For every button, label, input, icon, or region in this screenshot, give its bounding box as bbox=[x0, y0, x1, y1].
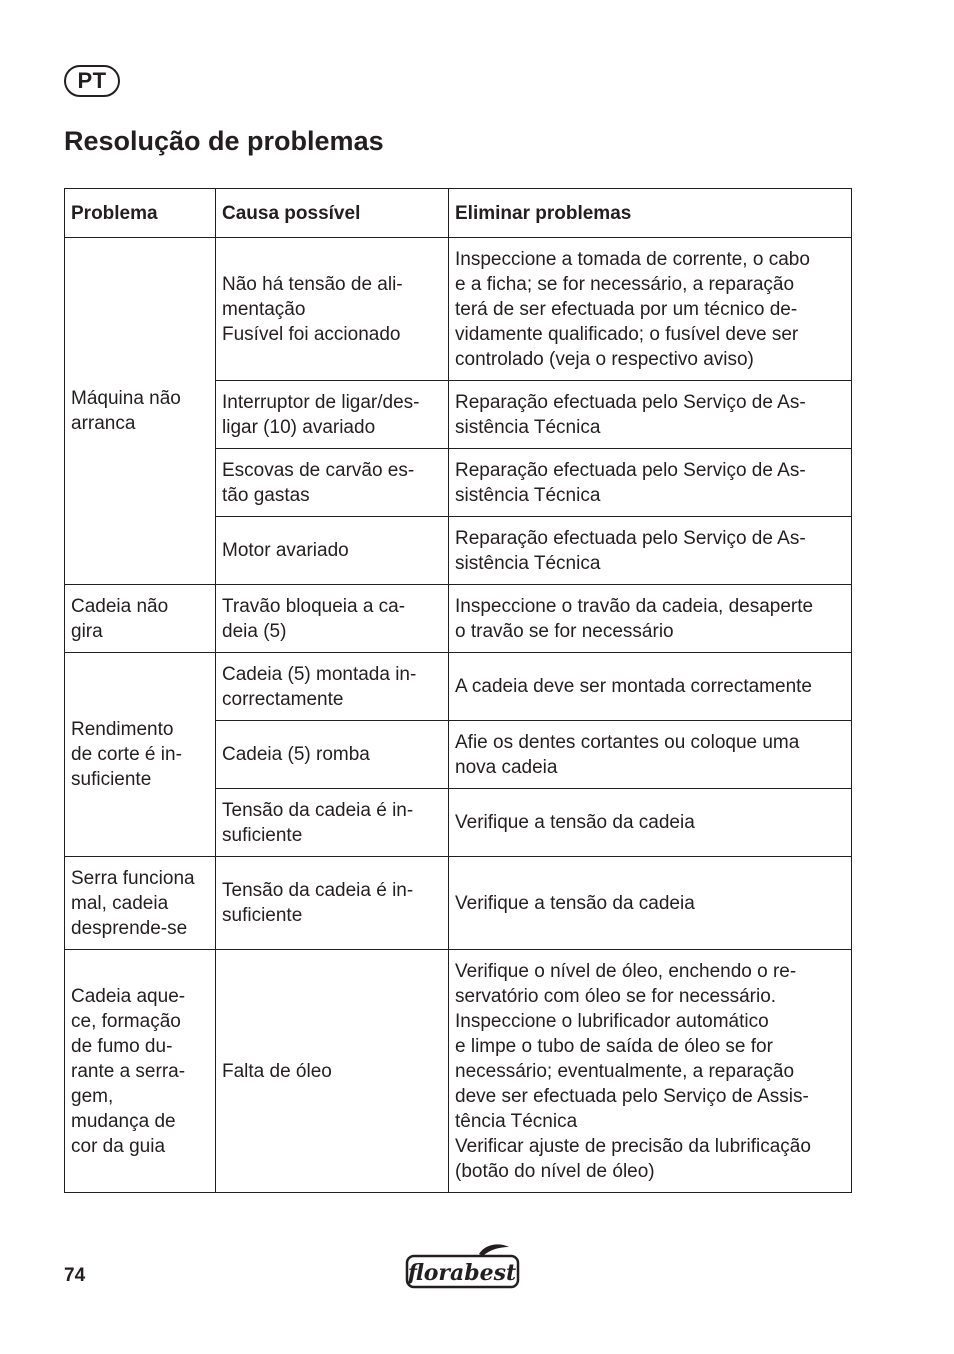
cause-cell: Travão bloqueia a ca- deia (5) bbox=[216, 585, 449, 653]
language-code: PT bbox=[77, 68, 107, 93]
problem-cell: Rendimento de corte é in- suficiente bbox=[65, 653, 216, 857]
remedy-cell: Inspeccione a tomada de corrente, o cabo e a ficha; se for necessário, a reparação terá de ser efectuada por um técnico de- vidamente qualificado; o fusível deve ser controlado (veja o respectivo aviso) bbox=[449, 238, 852, 381]
cause-cell: Interruptor de ligar/des- ligar (10) avariado bbox=[216, 381, 449, 449]
table-row bbox=[65, 238, 852, 381]
cause-cell: Cadeia (5) montada in- correctamente bbox=[216, 653, 449, 721]
remedy-cell: Reparação efectuada pelo Serviço de As- sistência Técnica bbox=[449, 517, 852, 585]
cause-cell: Motor avariado bbox=[216, 517, 449, 585]
remedy-cell: Verifique o nível de óleo, enchendo o re- servatório com óleo se for necessário. Inspeccione o lubrificador automático e limpe o tubo de saída de óleo se for necessário; eventualmente, a reparação deve ser efectuada pelo Serviço de Assis- tência Técnica Verificar ajuste de precisão da lubrificação (botão do nível de óleo) bbox=[449, 950, 852, 1193]
column-header-remedy: Eliminar problemas bbox=[449, 189, 852, 238]
cause-cell: Falta de óleo bbox=[216, 950, 449, 1193]
brand-wordmark: florabest bbox=[407, 1260, 517, 1286]
problem-cell: Cadeia não gira bbox=[65, 585, 216, 653]
problem-cell: Cadeia aque- ce, formação de fumo du- rante a serra- gem, mudança de cor da guia bbox=[65, 950, 216, 1193]
column-header-problem: Problema bbox=[65, 189, 216, 238]
table-row bbox=[65, 857, 852, 950]
page-title: Resolução de problemas bbox=[64, 126, 384, 156]
remedy-cell: Inspeccione o travão da cadeia, desaperte o travão se for necessário bbox=[449, 585, 852, 653]
table-row bbox=[65, 585, 852, 653]
remedy-cell: Verifique a tensão da cadeia bbox=[449, 789, 852, 857]
cause-cell: Escovas de carvão es- tão gastas bbox=[216, 449, 449, 517]
problem-cell: Máquina não arranca bbox=[65, 238, 216, 585]
page-number: 74 bbox=[64, 1265, 86, 1286]
cause-cell: Tensão da cadeia é in- suficiente bbox=[216, 857, 449, 950]
table-row bbox=[65, 653, 852, 721]
language-badge bbox=[64, 65, 120, 97]
table-row bbox=[65, 950, 852, 1193]
remedy-cell: Afie os dentes cortantes ou coloque uma nova cadeia bbox=[449, 721, 852, 789]
troubleshooting-table bbox=[64, 188, 852, 1193]
remedy-cell: Reparação efectuada pelo Serviço de As- sistência Técnica bbox=[449, 381, 852, 449]
cause-cell: Cadeia (5) romba bbox=[216, 721, 449, 789]
table-header-row bbox=[65, 189, 852, 238]
cause-cell: Tensão da cadeia é in- suficiente bbox=[216, 789, 449, 857]
remedy-cell: Reparação efectuada pelo Serviço de As- sistência Técnica bbox=[449, 449, 852, 517]
remedy-cell: A cadeia deve ser montada correctamente bbox=[449, 653, 852, 721]
brand-logo-graphic bbox=[405, 1244, 521, 1290]
cause-cell: Não há tensão de ali- mentação Fusível foi accionado bbox=[216, 238, 449, 381]
problem-cell: Serra funciona mal, cadeia desprende-se bbox=[65, 857, 216, 950]
florabest-logo bbox=[405, 1244, 521, 1295]
remedy-cell: Verifique a tensão da cadeia bbox=[449, 857, 852, 950]
column-header-cause: Causa possível bbox=[216, 189, 449, 238]
